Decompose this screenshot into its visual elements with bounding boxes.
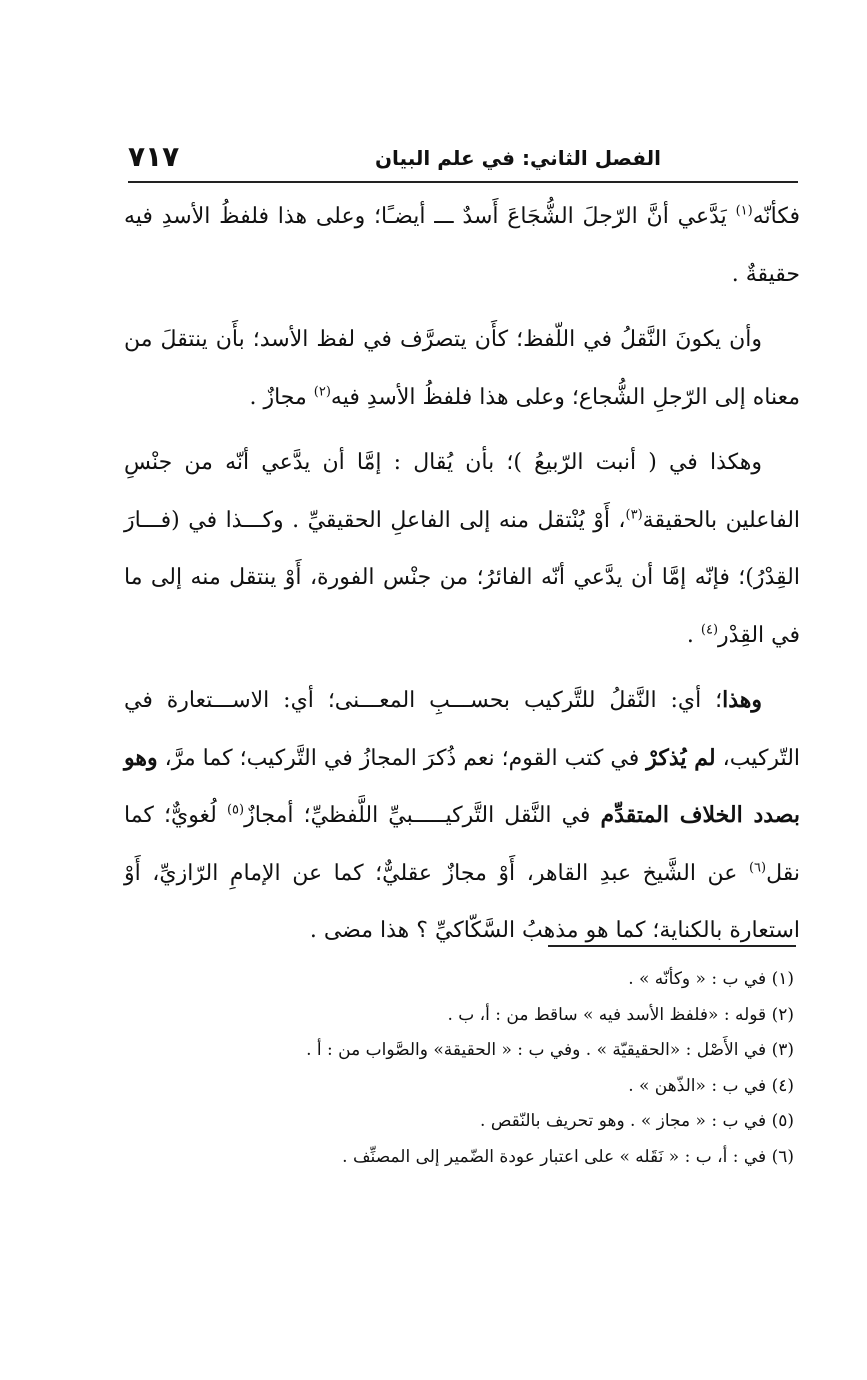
text-run: مجازٌ .	[249, 384, 314, 410]
text-run: يَدَّعي أنَّ الرّجلَ الشُّجَاعَ أَسدٌ ـــ أيضـًا؛ وعلى هذا فلفظُ الأسدِ فيه حقيقةٌ .	[124, 204, 800, 287]
paragraph-2	[124, 311, 800, 426]
footnote-6: (٦) في : أ، ب : « نَقَله » على اعتبار عودة الضّمير إلى المصنِّف .	[342, 1146, 794, 1167]
footnote-divider	[548, 945, 796, 947]
page-number: ٧١٧	[128, 140, 180, 173]
footnote-ref-1: (١)	[735, 203, 753, 219]
footnotes	[124, 962, 794, 1176]
bold-phrase: وهذا	[722, 687, 762, 713]
footnote-ref-3: (٣)	[625, 507, 643, 523]
footnote-4: (٤) في ب : «الذّهن » .	[628, 1075, 794, 1096]
text-run: وأن يكونَ النَّقلُ في اللّفظ؛ كأَن يتصرَّف في لفظ الأسد؛ بأَن ينتقلَ من معناه إلى الرّجلِ الشُّجاع؛ وعلى هذا فلفظُ الأسدِ فيه	[124, 327, 800, 410]
text-run: في كتب القوم؛ نعم ذُكرَ المجازُ في التَّركيب؛ كما مرَّ،	[157, 745, 647, 771]
text-run: .	[686, 622, 701, 648]
page-header	[128, 140, 798, 180]
text-run: في النَّقل التَّركيـــــبيِّ اللَّفظيِّ؛ أمجازٌ	[244, 803, 601, 828]
text-run: عن الشَّيخ عبدِ القاهر، أَوْ مجازٌ عقليٌّ؛ كما عن الإمامِ الرّازيِّ، أَوْ استعارة بالكناية؛ كما هو مذهبُ السَّكّاكيِّ ؟ هذا مضى .	[124, 860, 800, 943]
text-run: ، أَوْ يُنْتقل منه إلى الفاعلِ الحقيقيِّ . وكـــذا في (فـــارَ القِدْرُ)؛ فإنّه إمَّا أن يدَّعي أنّه الفائرُ؛ من جنْس الفورة، أَوْ ينتقل منه إلى ما في القِدْر	[124, 507, 800, 648]
bold-phrase: لم يُذكرْ	[646, 744, 716, 771]
footnote-1: (١) في ب : « وكأنّه » .	[628, 969, 794, 989]
footnote-ref-5: (٥)	[226, 802, 245, 818]
footnote-ref-2: (٢)	[313, 384, 331, 400]
header-divider	[128, 181, 798, 183]
footnote-2: (٢) قوله : «فلفظ الأسد فيه » ساقط من : أ، ب .	[447, 1004, 794, 1025]
footnote-ref-6: (٦)	[748, 860, 767, 876]
paragraph-1	[124, 188, 800, 303]
text-run: وهكذا في ( أنبت الرّبيعُ )؛ بأن يُقال : إمَّا أن يدَّعي أنّه من جنْسِ الفاعلين بالحقيقة	[124, 450, 801, 533]
footnote-ref-4: (٤)	[700, 622, 719, 638]
footnote-5: (٥) في ب : « مجاز » . وهو تحريف بالنّقص .	[480, 1111, 794, 1132]
text-run: فكأنّه	[752, 204, 800, 229]
main-text	[124, 188, 800, 968]
paragraph-4	[124, 672, 800, 960]
footnote-3: (٣) في الأَصْل : «الحقيقيّة » . وفي ب : « الحقيقة» والصَّواب من : أ .	[306, 1040, 794, 1061]
text-run: ؛ أي: النَّقلُ للتَّركيب بحســـبِ المعـــنى؛ أي: الاســـتعارة في التّركيب،	[124, 688, 801, 771]
text-run: لُغويٌّ؛ كما نقل	[124, 803, 800, 886]
bold-phrase: وهو بصدد الخلاف المتقدِّم	[124, 744, 800, 828]
paragraph-3	[124, 434, 800, 664]
running-title: الفصل الثاني: في علم البيان	[374, 146, 662, 170]
